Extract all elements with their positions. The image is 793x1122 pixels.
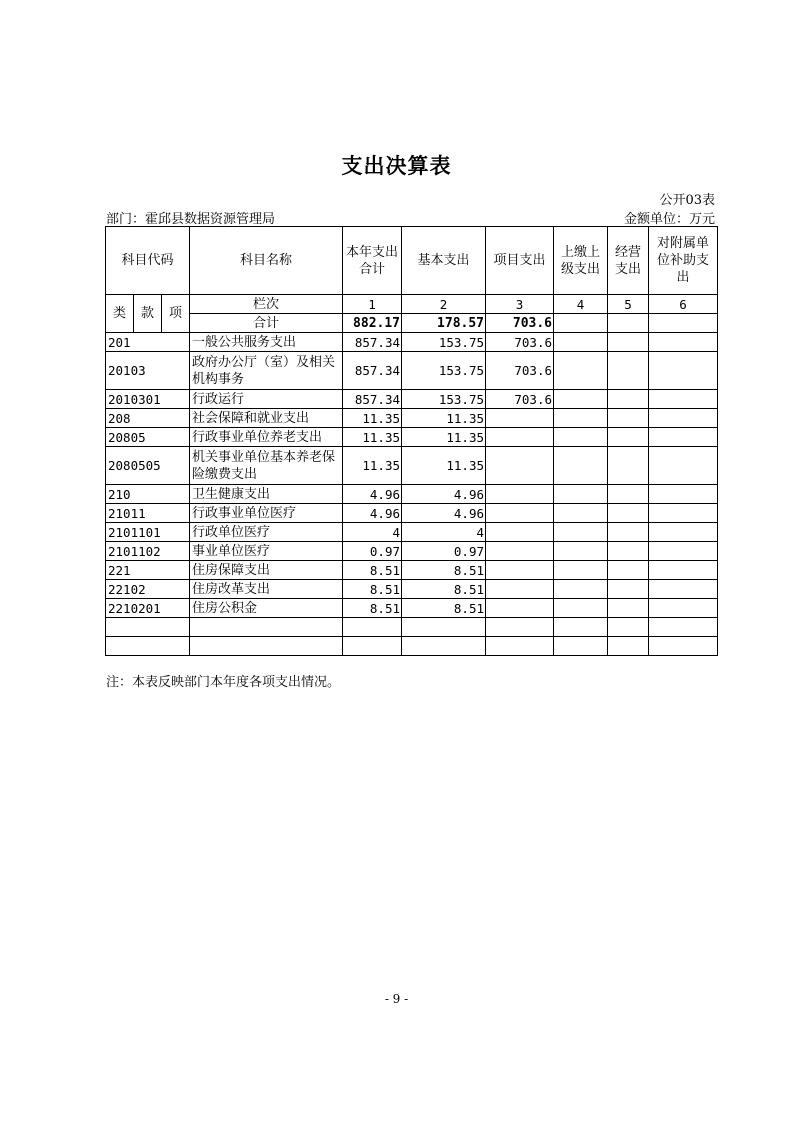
row-subsidy	[649, 447, 718, 485]
summary-total: 882.17	[343, 314, 402, 333]
row-project	[486, 485, 554, 504]
summary-upper	[554, 314, 608, 333]
row-code: 2010301	[106, 390, 190, 409]
row-business	[608, 447, 649, 485]
empty-cell	[106, 637, 190, 656]
row-business	[608, 523, 649, 542]
row-project	[486, 523, 554, 542]
expense-table-body	[106, 227, 718, 656]
header-total: 本年支出合计	[343, 227, 402, 295]
row-total: 857.34	[343, 352, 402, 390]
row-subsidy	[649, 428, 718, 447]
empty-cell	[649, 618, 718, 637]
row-business	[608, 561, 649, 580]
empty-cell	[343, 618, 402, 637]
row-project	[486, 504, 554, 523]
row-project: 703.6	[486, 333, 554, 352]
row-code: 22102	[106, 580, 190, 599]
row-total: 11.35	[343, 428, 402, 447]
table-row	[106, 390, 718, 409]
row-code: 210	[106, 485, 190, 504]
row-basic: 8.51	[402, 561, 486, 580]
row-business	[608, 333, 649, 352]
row-upper	[554, 409, 608, 428]
row-code: 2210201	[106, 599, 190, 618]
row-business	[608, 409, 649, 428]
table-row	[106, 523, 718, 542]
row-basic: 8.51	[402, 599, 486, 618]
row-total: 4.96	[343, 504, 402, 523]
column-number-5: 5	[608, 295, 649, 314]
table-row	[106, 409, 718, 428]
row-total: 4	[343, 523, 402, 542]
column-number-6: 6	[649, 295, 718, 314]
column-number-1: 1	[343, 295, 402, 314]
table-number: 公开03表	[659, 193, 715, 208]
row-subsidy	[649, 352, 718, 390]
empty-cell	[608, 618, 649, 637]
row-upper	[554, 390, 608, 409]
empty-cell	[190, 618, 343, 637]
row-code: 20805	[106, 428, 190, 447]
header-code: 科目代码	[106, 227, 190, 295]
header-basic: 基本支出	[402, 227, 486, 295]
row-subsidy	[649, 580, 718, 599]
row-subsidy	[649, 561, 718, 580]
summary-project: 703.6	[486, 314, 554, 333]
row-subsidy	[649, 523, 718, 542]
header-xiang: 项	[162, 295, 190, 333]
empty-cell	[343, 637, 402, 656]
table-row	[106, 504, 718, 523]
row-name: 机关事业单位基本养老保险缴费支出	[190, 447, 343, 485]
table-row	[106, 599, 718, 618]
column-number-4: 4	[554, 295, 608, 314]
table-row	[106, 352, 718, 390]
row-total: 8.51	[343, 599, 402, 618]
row-code: 221	[106, 561, 190, 580]
row-project	[486, 542, 554, 561]
summary-row	[106, 314, 718, 333]
empty-cell	[649, 637, 718, 656]
header-project: 项目支出	[486, 227, 554, 295]
row-subsidy	[649, 504, 718, 523]
row-project: 703.6	[486, 390, 554, 409]
header-kuan: 款	[134, 295, 162, 333]
header-row	[106, 227, 718, 295]
row-name: 政府办公厅（室）及相关机构事务	[190, 352, 343, 390]
row-upper	[554, 580, 608, 599]
row-project	[486, 428, 554, 447]
row-subsidy	[649, 542, 718, 561]
row-project	[486, 599, 554, 618]
row-basic: 11.35	[402, 428, 486, 447]
row-total: 8.51	[343, 580, 402, 599]
table-row	[106, 428, 718, 447]
column-number-row	[106, 295, 718, 314]
row-total: 857.34	[343, 390, 402, 409]
summary-basic: 178.57	[402, 314, 486, 333]
row-business	[608, 542, 649, 561]
row-name: 住房改革支出	[190, 580, 343, 599]
row-basic: 4.96	[402, 504, 486, 523]
table-row	[106, 542, 718, 561]
empty-cell	[554, 618, 608, 637]
header-name: 科目名称	[190, 227, 343, 295]
empty-cell	[486, 618, 554, 637]
row-project	[486, 409, 554, 428]
column-number-3: 3	[486, 295, 554, 314]
row-name: 行政事业单位养老支出	[190, 428, 343, 447]
row-basic: 11.35	[402, 409, 486, 428]
summary-label: 合计	[190, 314, 343, 333]
row-subsidy	[649, 409, 718, 428]
row-subsidy	[649, 485, 718, 504]
header-lei: 类	[106, 295, 134, 333]
row-basic: 8.51	[402, 580, 486, 599]
row-upper	[554, 523, 608, 542]
row-upper	[554, 352, 608, 390]
row-code: 208	[106, 409, 190, 428]
row-project: 703.6	[486, 352, 554, 390]
empty-cell	[190, 637, 343, 656]
table-row	[106, 333, 718, 352]
column-number-label: 栏次	[190, 295, 343, 314]
row-code: 2101101	[106, 523, 190, 542]
row-basic: 4	[402, 523, 486, 542]
row-name: 住房公积金	[190, 599, 343, 618]
row-upper	[554, 504, 608, 523]
page-title: 支出决算表	[341, 154, 452, 178]
row-project	[486, 447, 554, 485]
row-upper	[554, 447, 608, 485]
row-name: 一般公共服务支出	[190, 333, 343, 352]
row-total: 11.35	[343, 409, 402, 428]
table-row	[106, 561, 718, 580]
empty-cell	[402, 618, 486, 637]
amount-unit-label: 金额单位：万元	[623, 212, 715, 227]
row-upper	[554, 542, 608, 561]
row-name: 行政运行	[190, 390, 343, 409]
row-upper	[554, 333, 608, 352]
row-name: 行政单位医疗	[190, 523, 343, 542]
header-business: 经营支出	[608, 227, 649, 295]
table-note: 注：本表反映部门本年度各项支出情况。	[106, 675, 341, 690]
row-name: 住房保障支出	[190, 561, 343, 580]
row-code: 201	[106, 333, 190, 352]
row-business	[608, 390, 649, 409]
page-number: - 9 -	[384, 992, 409, 1006]
empty-cell	[486, 637, 554, 656]
table-row	[106, 580, 718, 599]
empty-cell	[608, 637, 649, 656]
row-name: 事业单位医疗	[190, 542, 343, 561]
row-business	[608, 504, 649, 523]
department-label: 部门：霍邱县数据资源管理局	[106, 212, 276, 227]
row-code: 2080505	[106, 447, 190, 485]
row-basic: 153.75	[402, 352, 486, 390]
row-name: 行政事业单位医疗	[190, 504, 343, 523]
summary-subsidy	[649, 314, 718, 333]
row-name: 卫生健康支出	[190, 485, 343, 504]
row-total: 4.96	[343, 485, 402, 504]
row-upper	[554, 485, 608, 504]
row-business	[608, 599, 649, 618]
row-code: 20103	[106, 352, 190, 390]
column-number-2: 2	[402, 295, 486, 314]
row-code: 2101102	[106, 542, 190, 561]
row-business	[608, 428, 649, 447]
row-basic: 153.75	[402, 390, 486, 409]
row-name: 社会保障和就业支出	[190, 409, 343, 428]
row-basic: 153.75	[402, 333, 486, 352]
row-subsidy	[649, 599, 718, 618]
row-business	[608, 485, 649, 504]
table-row	[106, 485, 718, 504]
empty-cell	[402, 637, 486, 656]
summary-business	[608, 314, 649, 333]
row-total: 0.97	[343, 542, 402, 561]
row-basic: 0.97	[402, 542, 486, 561]
header-upper: 上缴上级支出	[554, 227, 608, 295]
empty-row	[106, 618, 718, 637]
empty-cell	[554, 637, 608, 656]
row-business	[608, 580, 649, 599]
empty-cell	[106, 618, 190, 637]
row-subsidy	[649, 333, 718, 352]
row-code: 21011	[106, 504, 190, 523]
row-upper	[554, 599, 608, 618]
row-project	[486, 580, 554, 599]
empty-row	[106, 637, 718, 656]
row-upper	[554, 561, 608, 580]
row-basic: 4.96	[402, 485, 486, 504]
header-subsidy: 对附属单位补助支出	[649, 227, 718, 295]
row-business	[608, 352, 649, 390]
row-upper	[554, 428, 608, 447]
expense-table	[105, 226, 718, 656]
row-subsidy	[649, 390, 718, 409]
row-project	[486, 561, 554, 580]
table-row	[106, 447, 718, 485]
row-total: 8.51	[343, 561, 402, 580]
row-basic: 11.35	[402, 447, 486, 485]
row-total: 11.35	[343, 447, 402, 485]
row-total: 857.34	[343, 333, 402, 352]
